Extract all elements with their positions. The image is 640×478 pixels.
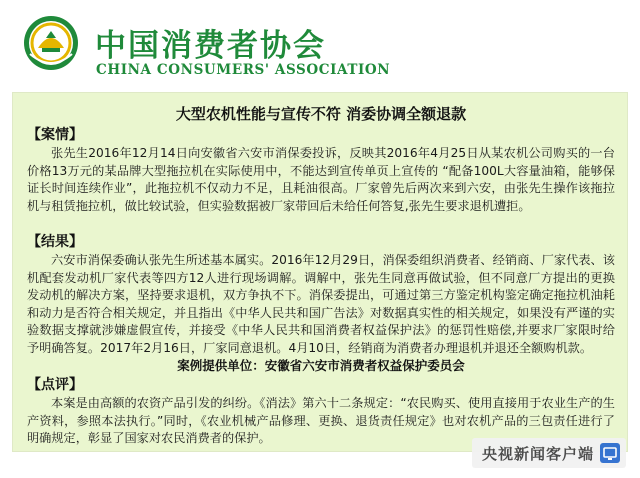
article-panel: [12, 92, 628, 452]
result-heading: 【结果】: [27, 234, 83, 250]
case-heading: 【案情】: [27, 127, 83, 143]
comment-heading: 【点评】: [27, 377, 83, 393]
comment-text: 本案是由高额的农资产品引发的纠纷。《消法》第六十二条规定：“农民购买、使用直接用于农业生产的生产资料，参照本法执行。”同时，《农业机械产品修理、更换、退货责任规定》也对农机产品的三包责任进行了明确规定，彰显了国家对农民消费者的保护。: [27, 396, 615, 445]
case-text: 张先生2016年12月14日向安徽省六安市消保委投诉，反映其2016年4月25日从某农机公司购买的一台价格13万元的某品牌大型拖拉机在实际使用中，不能达到宣传单页上宣传的 “配备100L大容量油箱，能够保证长时间连续作业”，此拖拉机不仅动力不足，且耗油很高。厂家曾先后两次来到六安，由张先生操作该拖拉机与租赁拖拉机，做比较试验，但实验数据被厂家带回后未给任何答复,张先生要求退机遭拒。: [27, 146, 615, 213]
news-app-watermark: [472, 438, 626, 468]
cca-emblem-icon: [22, 14, 80, 72]
site-header: [0, 0, 640, 90]
association-name-cn: 中国消费者协会: [95, 28, 326, 64]
result-text: 六安市消保委确认张先生所述基本属实。2016年12月29日，消保委组织消费者、经销商、厂家代表、该机配套发动机厂家代表等四方12人进行现场调解。调解中，张先生同意再做试验，但不同意厂方提出的更换发动机的解决方案，坚持要求退机，双方争执不下。消保委提出，可通过第三方鉴定机构鉴定确定拖拉机油耗和动力是否符合相关规定，并且指出《中华人民共和国广告法》对数据真实性的相关规定，如果没有严谨的实验数据支撑就涉嫌虚假宣传，并接受《中华人民共和国消费者权益保护法》的惩罚性赔偿,并要求厂家限时给予明确答复。2017年2月16日，厂家同意退机。4月10日，经销商为消费者办理退机并退还全额购机款。: [27, 253, 615, 355]
case-provider: 案例提供单位：安徽省六安市消费者权益保护委员会: [177, 358, 465, 373]
watermark-text: 央视新闻客户端: [481, 444, 594, 463]
spacer: [27, 215, 615, 232]
association-name-en: CHINA CONSUMERS' ASSOCIATION: [96, 62, 391, 78]
article-title: 大型农机性能与宣传不符 消委协调全额退款: [175, 105, 467, 123]
cctv-news-app-icon: [600, 443, 620, 463]
